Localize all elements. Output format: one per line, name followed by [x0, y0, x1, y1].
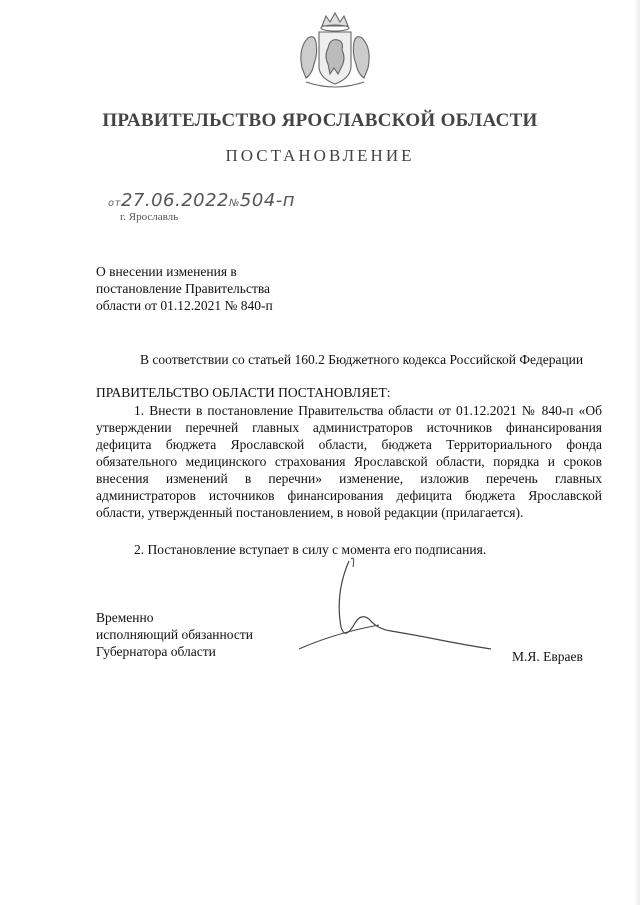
clause-2-paragraph: 2. Постановление вступает в силу с момента его подписания.	[134, 542, 487, 557]
registration-number: 504-п	[239, 190, 296, 211]
document-subject	[96, 263, 273, 314]
handwritten-signature	[295, 553, 495, 663]
signatory-position	[96, 609, 253, 660]
document-type: ПОСТАНОВЛЕНИЕ	[225, 146, 415, 165]
resolution-heading: ПРАВИТЕЛЬСТВО ОБЛАСТИ ПОСТАНОВЛЯЕТ:	[96, 385, 391, 400]
page-edge-shadow	[634, 0, 640, 905]
registration-line	[108, 190, 295, 211]
position-line: Губернатора области	[96, 644, 216, 659]
subject-line: О внесении изменения в	[96, 264, 237, 279]
preamble-paragraph: В соответствии со статьей 160.2 Бюджетного кодекса Российской Федерации	[140, 352, 584, 367]
coat-of-arms-bear-icon	[292, 8, 378, 92]
subject-line: постановление Правительства	[96, 281, 271, 296]
number-prefix: №	[229, 198, 240, 209]
signatory-name: М.Я. Евраев	[512, 649, 583, 664]
clause-1-paragraph: 1. Внести в постановление Правительства области от 01.12.2021 № 840-п «Об утверждении перечней главных администраторов источников финансирования дефицита бюджета Ярославской области, бюджета Территориального фонда обязательного медицинского страхования Ярославской области, порядка и сроков внесения изменений в перечни» изменение, изложив перечень главных администраторов источников финансирования дефицита бюджета Ярославской области, утвержденный постановлением, в новой редакции (прилагается).	[96, 403, 602, 520]
position-line: Временно	[96, 610, 154, 625]
government-title: ПРАВИТЕЛЬСТВО ЯРОСЛАВСКОЙ ОБЛАСТИ	[102, 110, 538, 131]
subject-line: области от 01.12.2021 № 840-п	[96, 298, 273, 313]
position-line: исполняющий обязанности	[96, 627, 253, 642]
date-prefix: от	[108, 198, 121, 209]
city: г. Ярославль	[120, 211, 179, 223]
registration-date: 27.06.2022	[120, 190, 230, 211]
